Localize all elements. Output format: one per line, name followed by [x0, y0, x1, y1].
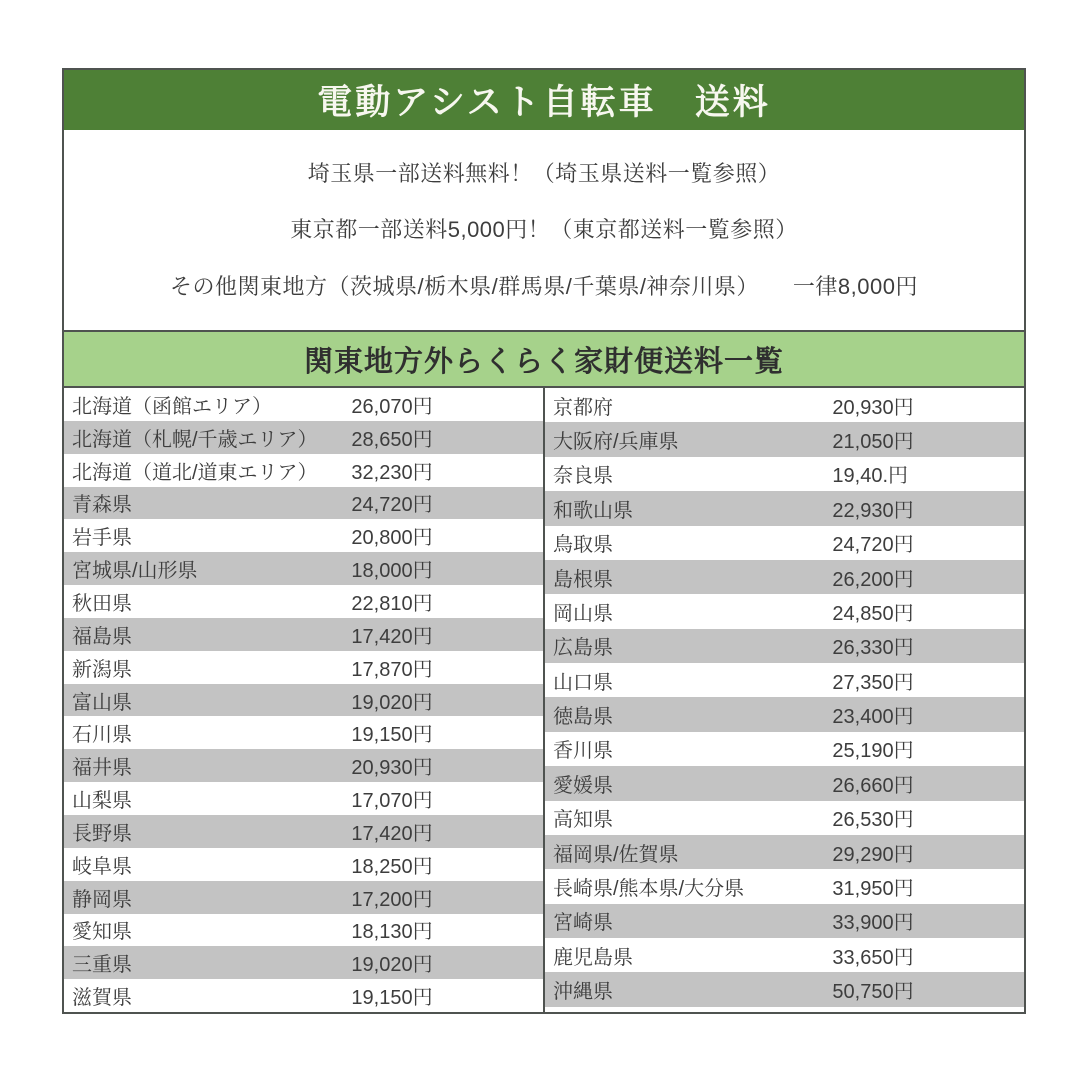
- price-cell: 27,350円: [832, 671, 914, 694]
- price-cell: 19,020円: [351, 691, 433, 714]
- table-row: [545, 388, 1024, 422]
- region-cell: 長野県: [72, 822, 132, 845]
- price-cell: 29,290円: [832, 843, 914, 866]
- table-row: [545, 1007, 1024, 1012]
- price-cell: 23,400円: [832, 706, 914, 729]
- table-row: [64, 421, 543, 454]
- price-cell: 17,070円: [351, 790, 433, 813]
- region-cell: 新潟県: [72, 658, 132, 681]
- region-cell: 香川県: [553, 740, 613, 763]
- price-cell: 17,200円: [351, 888, 433, 911]
- region-cell: 静岡県: [72, 888, 132, 911]
- region-cell: 京都府: [553, 396, 613, 419]
- region-cell: 和歌山県: [553, 499, 633, 522]
- table-row: [545, 904, 1024, 938]
- region-cell: 高知県: [553, 809, 613, 832]
- region-cell: 島根県: [553, 568, 613, 591]
- table-row: [545, 732, 1024, 766]
- region-cell: 山口県: [553, 671, 613, 694]
- table-row: [545, 491, 1024, 525]
- table-column-left: [64, 388, 545, 1012]
- region-cell: 福島県: [72, 625, 132, 648]
- price-cell: 25,190円: [832, 740, 914, 763]
- price-cell: 19,150円: [351, 724, 433, 747]
- table-row: [64, 388, 543, 421]
- table-row: [545, 801, 1024, 835]
- price-cell: 19,150円: [351, 987, 433, 1010]
- table-row: [545, 594, 1024, 628]
- price-cell: 22,930円: [832, 499, 914, 522]
- note-saitama: 埼玉県一部送料無料！（埼玉県送料一覧参照）: [307, 160, 781, 186]
- price-cell: 28,650円: [351, 428, 433, 451]
- table-row: [64, 815, 543, 848]
- region-cell: 長崎県/熊本県/大分県: [553, 877, 745, 900]
- price-cell: 18,000円: [351, 560, 433, 583]
- price-cell: 17,420円: [351, 625, 433, 648]
- region-cell: 滋賀県: [72, 987, 132, 1010]
- region-cell: 岐阜県: [72, 855, 132, 878]
- note-tokyo: 東京都一部送料5,000円！（東京都送料一覧参照）: [290, 217, 798, 243]
- region-cell: 宮崎県: [553, 912, 613, 935]
- region-cell: 鳥取県: [553, 534, 613, 557]
- title-bar: [64, 70, 1024, 130]
- region-cell: 徳島県: [553, 706, 613, 729]
- table-row: [64, 848, 543, 881]
- region-cell: 富山県: [72, 691, 132, 714]
- table-row: [545, 526, 1024, 560]
- note-other-kanto: その他関東地方（茨城県/栃木県/群馬県/千葉県/神奈川県） 一律8,000円: [169, 274, 918, 300]
- table-row: [64, 519, 543, 552]
- table-row: [64, 979, 543, 1012]
- table-row: [64, 487, 543, 520]
- region-cell: 福井県: [72, 757, 132, 780]
- region-cell: 広島県: [553, 637, 613, 660]
- price-cell: 24,850円: [832, 602, 914, 625]
- price-cell: 26,200円: [832, 568, 914, 591]
- table-row: [64, 749, 543, 782]
- price-cell: 31,950円: [832, 877, 914, 900]
- table-row: [545, 766, 1024, 800]
- table-row: [545, 938, 1024, 972]
- table-row: [64, 585, 543, 618]
- table-column-right: [545, 388, 1024, 1012]
- region-cell: 石川県: [72, 724, 132, 747]
- region-cell: 山梨県: [72, 790, 132, 813]
- region-cell: 大阪府/兵庫県: [553, 431, 679, 454]
- region-cell: 北海道（道北/道東エリア）: [72, 461, 318, 484]
- price-cell: 20,800円: [351, 527, 433, 550]
- price-cell: 26,660円: [832, 774, 914, 797]
- price-cell: 17,420円: [351, 822, 433, 845]
- table-row: [64, 618, 543, 651]
- price-cell: 19,40.円: [832, 465, 908, 488]
- table-row: [64, 552, 543, 585]
- region-cell: 北海道（札幌/千歳エリア）: [72, 428, 318, 451]
- region-cell: 秋田県: [72, 592, 132, 615]
- table-row: [64, 782, 543, 815]
- price-cell: 22,810円: [351, 592, 433, 615]
- table-row: [545, 663, 1024, 697]
- price-cell: 18,250円: [351, 855, 433, 878]
- table-row: [545, 629, 1024, 663]
- price-cell: 32,230円: [351, 461, 433, 484]
- price-cell: 24,720円: [832, 534, 914, 557]
- table-row: [64, 454, 543, 487]
- price-cell: 24,720円: [351, 494, 433, 517]
- table-title: 関東地方外らくらく家財便送料一覧: [303, 345, 784, 378]
- region-cell: 鹿児島県: [553, 946, 633, 969]
- region-cell: 奈良県: [553, 465, 613, 488]
- region-cell: 愛知県: [72, 921, 132, 944]
- region-cell: 三重県: [72, 954, 132, 977]
- price-cell: 20,930円: [832, 396, 914, 419]
- table-row: [545, 869, 1024, 903]
- table-row: [545, 697, 1024, 731]
- price-cell: 26,530円: [832, 809, 914, 832]
- price-cell: 26,070円: [351, 395, 433, 418]
- region-cell: 岡山県: [553, 602, 613, 625]
- price-cell: 18,130円: [351, 921, 433, 944]
- region-cell: 岩手県: [72, 527, 132, 550]
- table-row: [545, 835, 1024, 869]
- shipping-fee-table: [64, 388, 1024, 1012]
- region-cell: 宮城県/山形県: [72, 560, 198, 583]
- table-row: [545, 422, 1024, 456]
- table-row: [64, 881, 543, 914]
- price-cell: 26,330円: [832, 637, 914, 660]
- region-cell: 愛媛県: [553, 774, 613, 797]
- table-row: [64, 684, 543, 717]
- table-section-header: [64, 330, 1024, 388]
- table-row: [64, 716, 543, 749]
- table-row: [545, 560, 1024, 594]
- poster-frame: [62, 68, 1026, 1014]
- price-cell: 17,870円: [351, 658, 433, 681]
- region-cell: 沖縄県: [553, 981, 613, 1004]
- table-row: [545, 972, 1024, 1006]
- table-row: [64, 651, 543, 684]
- table-row: [545, 457, 1024, 491]
- region-cell: 北海道（函館エリア）: [72, 395, 272, 418]
- price-cell: 20,930円: [351, 757, 433, 780]
- price-cell: 21,050円: [832, 431, 914, 454]
- kanto-shipping-notes: [64, 130, 1024, 330]
- price-cell: 50,750円: [832, 981, 914, 1004]
- table-row: [64, 914, 543, 947]
- page-title: 電動アシスト自転車 送料: [317, 83, 771, 122]
- region-cell: 青森県: [72, 494, 132, 517]
- price-cell: 19,020円: [351, 954, 433, 977]
- price-cell: 33,900円: [832, 912, 914, 935]
- price-cell: 33,650円: [832, 946, 914, 969]
- region-cell: 福岡県/佐賀県: [553, 843, 679, 866]
- table-row: [64, 946, 543, 979]
